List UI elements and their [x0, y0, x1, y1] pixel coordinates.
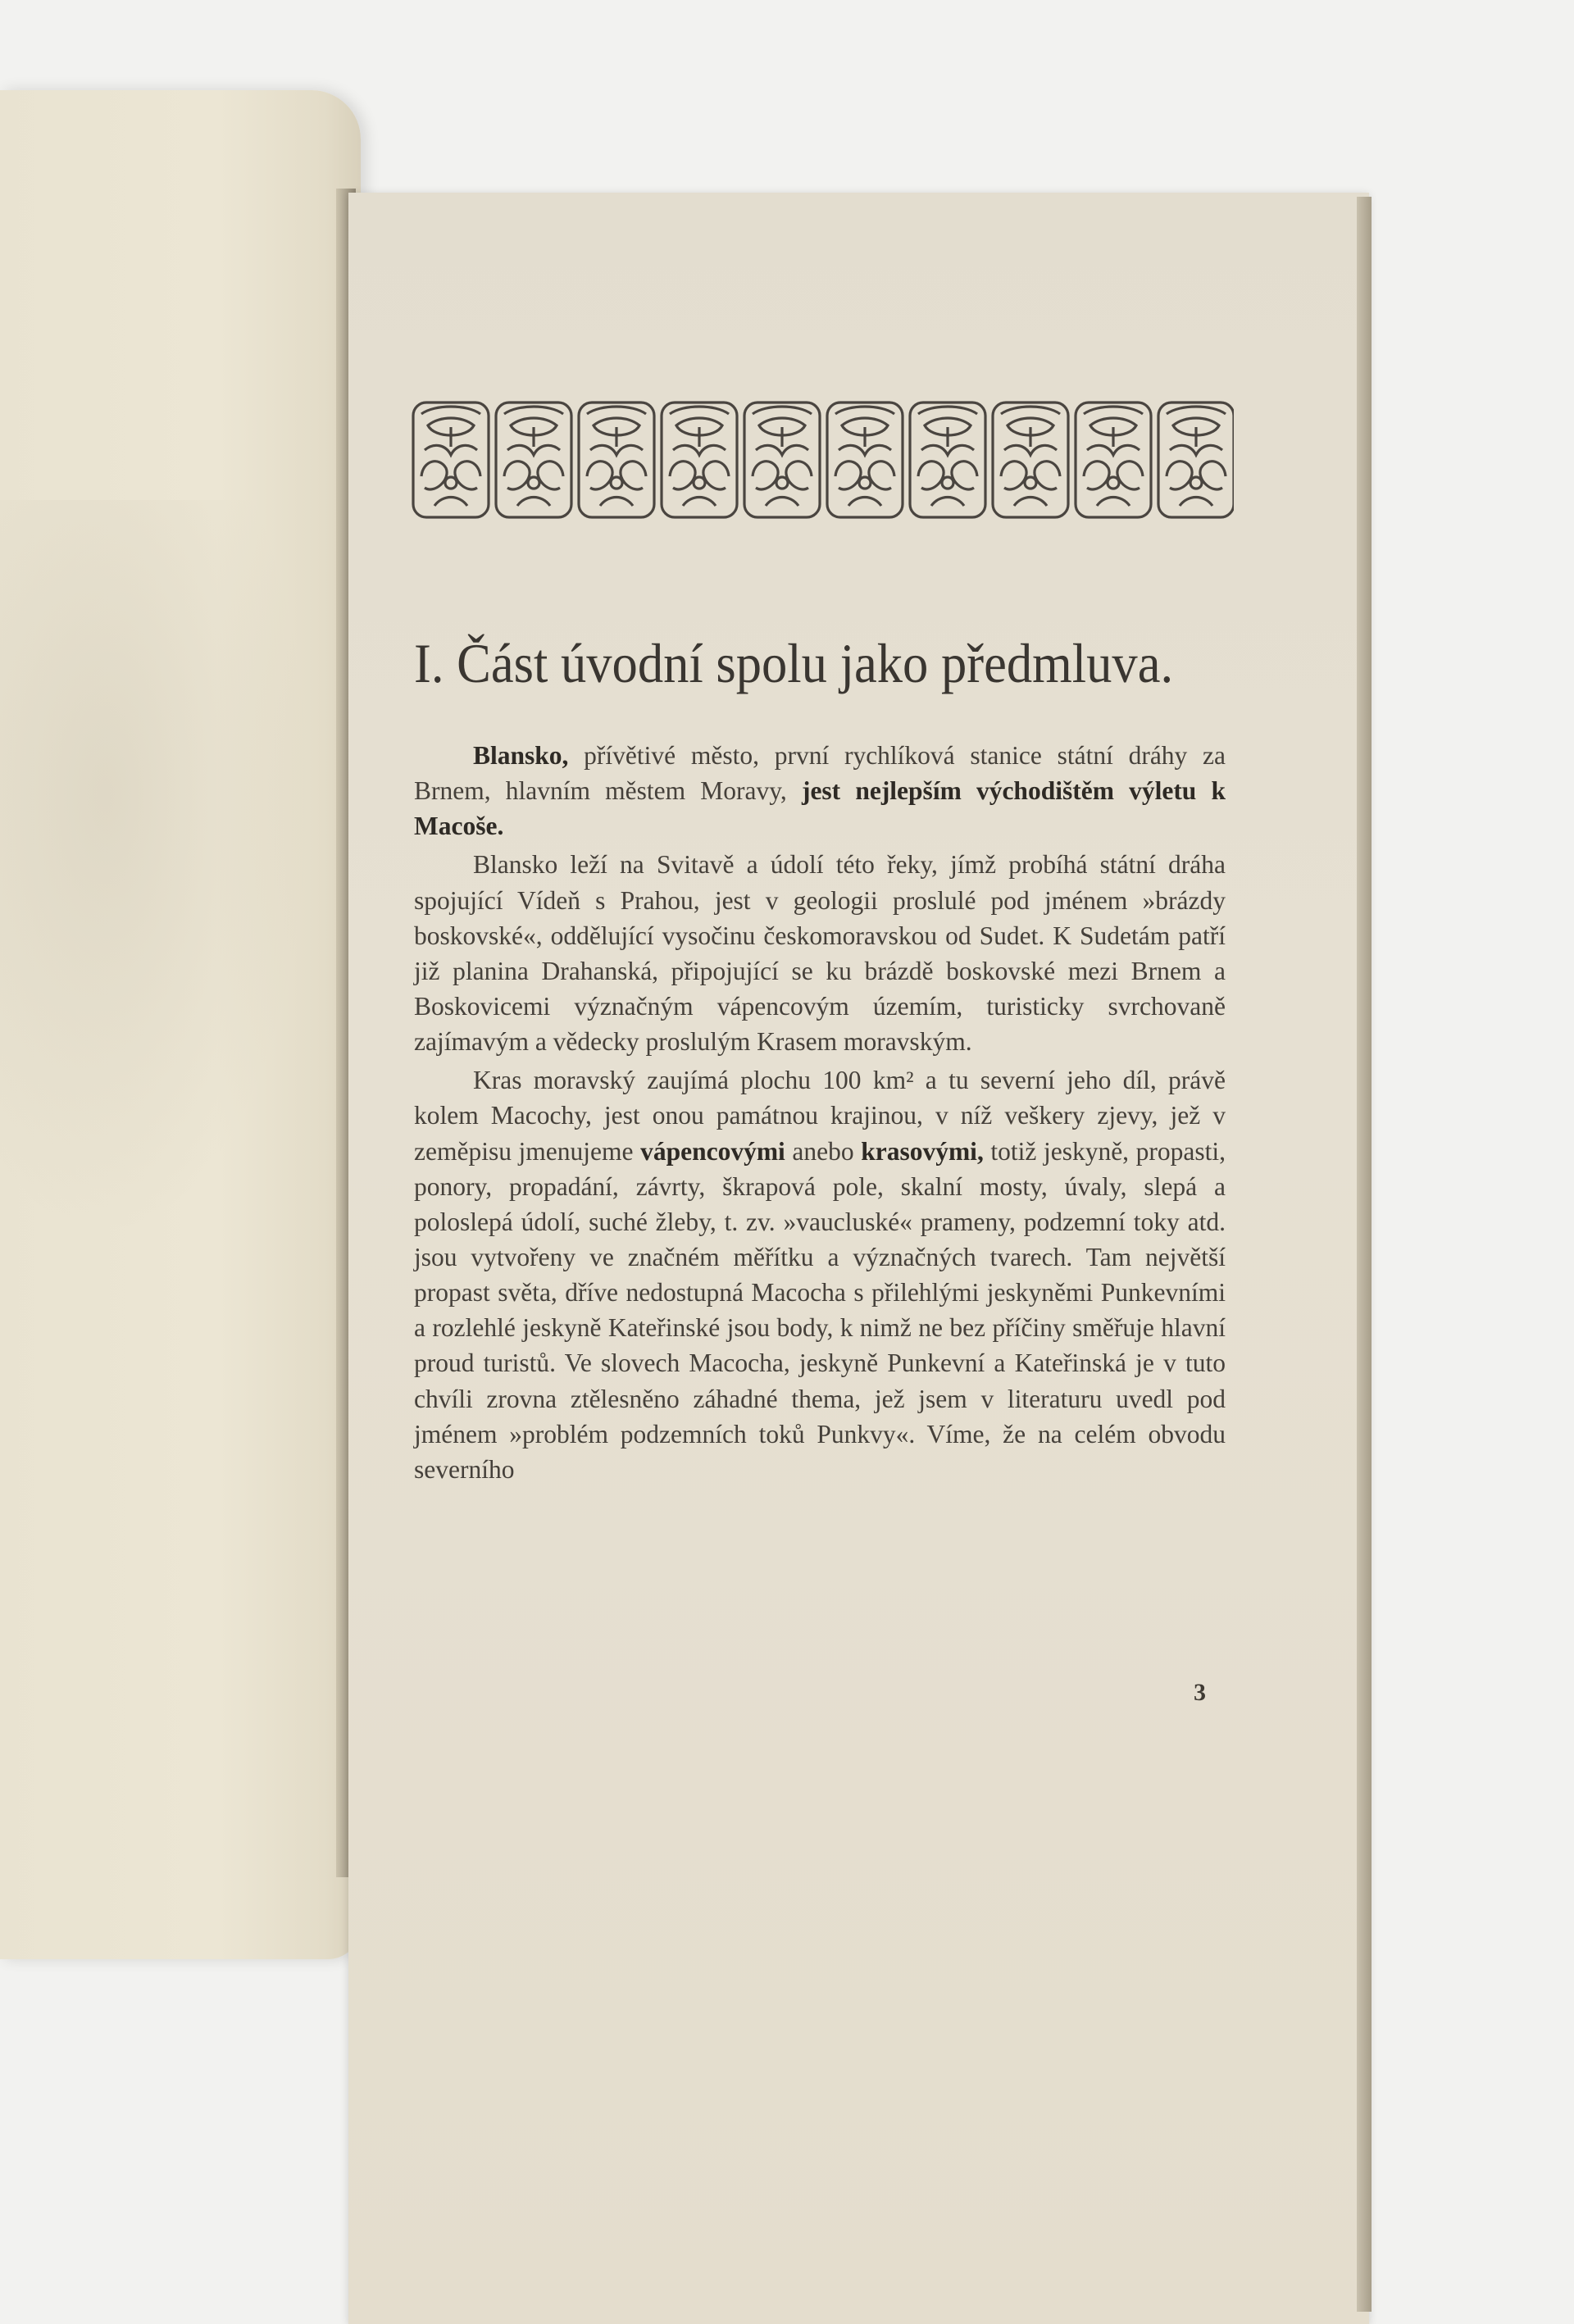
- paragraph-3: [414, 1062, 1226, 1487]
- page-number: 3: [1194, 1679, 1206, 1706]
- paragraph-2: [414, 847, 1226, 1059]
- paragraph-3-bold-b: krasovými,: [861, 1136, 984, 1166]
- left-page: [0, 90, 361, 1959]
- show-through-bleed: [0, 500, 312, 1238]
- paragraph-1-lead: Blansko,: [473, 741, 569, 770]
- paragraph-3-bold-a: vápencovými: [640, 1136, 785, 1166]
- chapter-heading: I. Část úvodní spolu jako předmluva.: [414, 632, 1174, 694]
- body-text: [414, 738, 1226, 1490]
- paragraph-3-text-b: anebo: [785, 1136, 862, 1166]
- paragraph-3-text-a: Kras moravský zaujímá plochu 100 km² a tu severní jeho díl, právě kolem Macochy, jest onou památnou krajinou, v níž veškery zjevy, jež v zeměpisu jmenujeme: [414, 1066, 1226, 1166]
- paragraph-2-text: Blansko leží na Svitavě a údolí této řeky, jímž probíhá státní dráha spojující Vídeň s Prahou, jest v geologii proslulé pod jménem »brázdy boskovské«, oddělující vysočinu českomoravskou od Sudet. K Sudetám patří již planina Drahanská, připojující se ku brázdě boskovské mezi Brnem a Boskovicemi význačným vápencovým územím, turisticky svrchovaně zajímavým a vědecky proslulým Krasem moravským.: [414, 850, 1226, 1057]
- paragraph-1-bold-tail: jest nejlepším východištěm výletu k Macoše.: [414, 776, 1226, 841]
- page-edge: [1357, 197, 1372, 2312]
- paragraph-3-text-c: totiž jeskyně, propasti, ponory, propadání, závrty, škrapová pole, skalní mosty, úvaly, slepá a poloslepá údolí, suché žleby, t. zv. »vaucluské« prameny, podzemní toky atd. jsou vytvořeny ve značném měřítku a význačných tvarech. Tam největší propast světa, dříve nedostupná Macocha s přilehlými jeskyněmi Punkevními a rozlehlé jeskyně Kateřinské jsou body, k nimž ne bez příčiny směřuje hlavní proud turistů. Ve slovech Macocha, jeskyně Punkevní a Kateřinská je v tuto chvíli zrovna ztělesněno záhadné thema, jež jsem v literaturu uvedl pod jménem »problém podzemních toků Punkvy«. Víme, že na celém obvodu severního: [414, 1136, 1226, 1484]
- art-nouveau-ornament-band: [410, 398, 1234, 522]
- paragraph-1: [414, 738, 1226, 844]
- paragraph-1-text: přívětivé město, první rychlíková stanice státní dráhy za Brnem, hlavním městem Moravy,: [414, 741, 1226, 806]
